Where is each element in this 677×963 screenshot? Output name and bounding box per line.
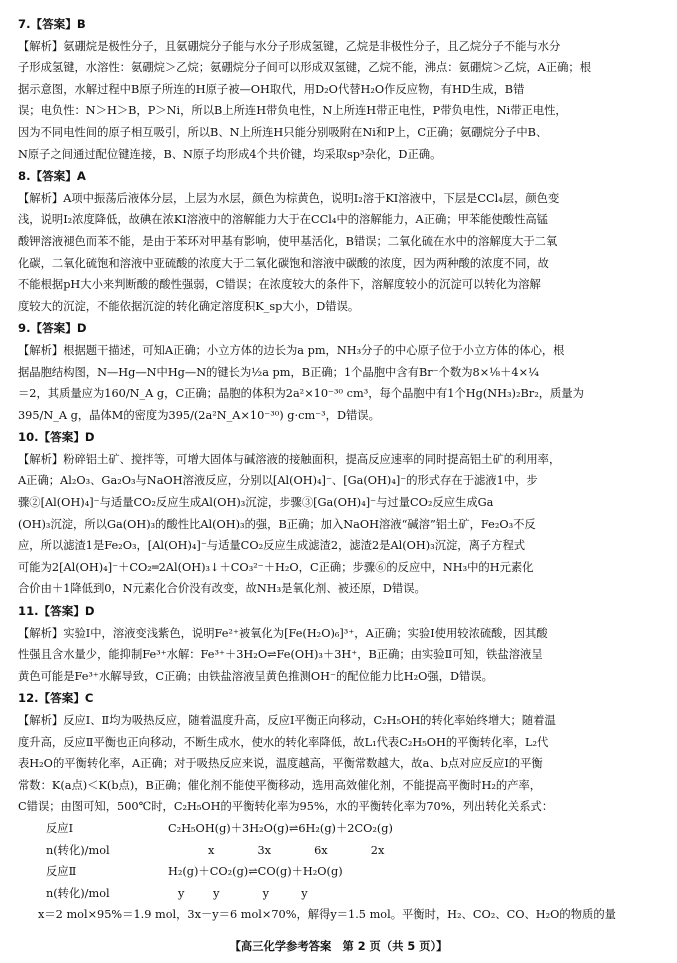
explanation-line: 黄色可能是Fe³⁺水解导致，C正确；由铁盐溶液呈黄色推测OH⁻的配位能力比H₂O强，D错误。 xyxy=(18,669,493,683)
reaction-table-row xyxy=(18,840,659,862)
explanation-line: N原子之间通过配位键连接，B、N原子均形成4个共价键，均采取sp³杂化，D正确。 xyxy=(18,147,442,161)
reaction-table-row xyxy=(18,818,659,840)
explanation-line: C错误；由图可知，500℃时，C₂H₅OH的平衡转化率为95%，水的平衡转化率为70%，列出转化关系式： xyxy=(18,800,554,814)
question-9 xyxy=(18,318,659,426)
question-10 xyxy=(18,427,659,600)
question-8 xyxy=(18,166,659,317)
row-label: n(转化)/mol xyxy=(46,843,110,857)
explanation-line: 骤②[Al(OH)₄]⁻与适量CO₂反应生成Al(OH)₃沉淀，步骤③[Ga(OH)₄]⁻与过量CO₂反应生成Ga xyxy=(18,496,494,510)
explanation-line: 子形成氢键，水溶性：氨硼烷＞乙烷；氨硼烷分子间可以形成双氢键，乙烷不能，沸点：氨硼烷＞乙烷，A正确；根 xyxy=(18,61,592,75)
explanation-line: 浅，说明I₂浓度降低，故碘在浓KI溶液中的溶解能力大于在CCl₄中的溶解能力，A正确；甲苯能使酸性高锰 xyxy=(18,213,548,227)
explanation-line: 【解析】粉碎铝土矿、搅拌等，可增大固体与碱溶液的接触面积，提高反应速率的同时提高铝土矿的利用率， xyxy=(18,452,561,466)
explanation-line: A正确；Al₂O₃、Ga₂O₃与NaOH溶液反应，分别以[Al(OH)₄]⁻、[Ga(OH)₄]⁻的形式存在于滤液1中，步 xyxy=(18,474,538,488)
explanation-line: 【解析】根据题干描述，可知A正确；小立方体的边长为a pm，NH₃分子的中心原子位于小立方体的体心，根 xyxy=(18,343,565,357)
explanation-line: 可能为2[Al(OH)₄]⁻＋CO₂═2Al(OH)₃↓＋CO₃²⁻＋H₂O，C正确；步骤⑥的反应中，NH₃中的H元素化 xyxy=(18,560,534,574)
reaction-table-row xyxy=(18,883,659,905)
explanation-line: 因为不同电性间的原子相互吸引，所以B、N上所连H只能分别吸附在Ni和P上，C正确；氨硼烷分子中B、 xyxy=(18,125,548,139)
explanation-line: (OH)₃沉淀，所以Ga(OH)₃的酸性比Al(OH)₃的强，B正确；加入NaOH溶液“碱溶”铝土矿，Fe₂O₃不反 xyxy=(18,517,536,531)
explanation-line: 度升高，反应Ⅱ平衡也正向移动，不断生成水，使水的转化率降低，故L₁代表C₂H₅OH的平衡转化率，L₂代 xyxy=(18,735,549,749)
explanation-line: 据晶胞结构图，N—Hg—N中Hg—N的键长为½a pm，B正确；1个晶胞中含有Br⁻个数为8×⅛＋4×¼ xyxy=(18,365,540,379)
row-values: x 3x 6x 2x xyxy=(208,843,385,857)
question-12 xyxy=(18,688,659,926)
explanation-line: 不能根据pH大小来判断酸的酸性强弱，C错误；在浓度较大的条件下，溶解度较小的沉淀可以转化为溶解 xyxy=(18,278,541,292)
explanation-line: 误；电负性：N＞H＞B，P＞Ni，所以B上所连H带负电性，N上所连H带正电性，P带负电性，Ni带正电性， xyxy=(18,104,567,118)
answer-page xyxy=(18,14,659,927)
explanation-line: 常数：K(a点)＜K(b点)，B正确；催化剂不能使平衡移动，选用高效催化剂，不能提高平衡时H₂的产率， xyxy=(18,778,542,792)
answer-head: 7.【答案】B xyxy=(18,17,86,31)
explanation-line: 酸钾溶液褪色而苯不能，是由于苯环对甲基有影响，使甲基活化，B错误；二氧化硫在水中的溶解度大于二氧 xyxy=(18,234,558,248)
row-label: n(转化)/mol xyxy=(46,886,110,900)
explanation-line: 【解析】氨硼烷是极性分子，且氨硼烷分子能与水分子形成氢键，乙烷是非极性分子，且乙烷分子不能与水分 xyxy=(18,39,561,53)
explanation-line: 表H₂O的平衡转化率，A正确；对于吸热反应来说，温度越高，平衡常数越大，故a、b点对应反应Ⅰ的平衡 xyxy=(18,757,543,771)
answer-head: 11.【答案】D xyxy=(18,604,95,619)
explanation-line: 应，所以滤渣1是Fe₂O₃，[Al(OH)₄]⁻与适量CO₂反应生成滤渣2，滤渣2是Al(OH)₃沉淀，离子方程式 xyxy=(18,539,526,553)
explanation-line: 化碳，二氧化硫饱和溶液中亚硫酸的浓度大于二氧化碳饱和溶液中碳酸的浓度，因为两种酸的浓度不同，故 xyxy=(18,256,549,270)
explanation-line: ＝2，其质量应为160/N_A g，C正确；晶胞的体积为2a²×10⁻³⁰ cm³，每个晶胞中有1个Hg(NH₃)₂Br₂，质量为 xyxy=(18,387,584,401)
page-footer: 【高三化学参考答案 第 2 页（共 5 页）】 xyxy=(229,940,448,953)
reaction-table-row xyxy=(18,861,659,883)
question-7 xyxy=(18,14,659,165)
explanation-line: 合价由＋1降低到0，N元素化合价没有改变，故NH₃是氧化剂、被还原，D错误。 xyxy=(18,582,426,596)
answer-head: 10.【答案】D xyxy=(18,430,95,445)
row-label: 反应Ⅱ xyxy=(46,865,77,879)
row-label: 反应Ⅰ xyxy=(46,821,74,835)
explanation-line: 【解析】实验Ⅰ中，溶液变浅紫色，说明Fe²⁺被氧化为[Fe(H₂O)₆]³⁺，A正确；实验Ⅰ使用较浓硫酸，因其酸 xyxy=(18,626,548,640)
row-equation: C₂H₅OH(g)＋3H₂O(g)⇌6H₂(g)＋2CO₂(g) xyxy=(168,821,393,835)
explanation-line: 度较大的沉淀，不能依据沉淀的转化确定溶度积K_sp大小，D错误。 xyxy=(18,299,360,313)
explanation-line: 【解析】反应Ⅰ、Ⅱ均为吸热反应，随着温度升高，反应Ⅰ平衡正向移动，C₂H₅OH的转化率始终增大；随着温 xyxy=(18,714,556,727)
row-equation: H₂(g)＋CO₂(g)⇌CO(g)＋H₂O(g) xyxy=(168,865,343,879)
explanation-line: x＝2 mol×95%＝1.9 mol，3x－y＝6 mol×70%，解得y＝1.5 mol。平衡时，H₂、CO₂、CO、H₂O的物质的量 xyxy=(38,908,616,922)
explanation-line: 【解析】A项中振荡后液体分层，上层为水层，颜色为棕黄色，说明I₂溶于KI溶液中，下层是CCl₄层，颜色变 xyxy=(18,191,560,205)
explanation-line: 395/N_A g，晶体M的密度为395/(2a²N_A×10⁻³⁰) g·cm⁻³，D错误。 xyxy=(18,408,380,422)
explanation-line: 据示意图，水解过程中B原子所连的H原子被—OH取代，用D₂O代替H₂O作反应物，有HD生成，B错 xyxy=(18,82,525,96)
answer-head: 9.【答案】D xyxy=(18,321,87,336)
row-values: y y y y xyxy=(178,886,308,900)
answer-head: 12.【答案】C xyxy=(18,691,94,706)
question-11 xyxy=(18,601,659,687)
answer-head: 8.【答案】A xyxy=(18,169,86,184)
explanation-line: 性强且含水量少，能抑制Fe³⁺水解：Fe³⁺＋3H₂O⇌Fe(OH)₃＋3H⁺，B正确；由实验Ⅱ可知，铁盐溶液呈 xyxy=(18,648,543,662)
